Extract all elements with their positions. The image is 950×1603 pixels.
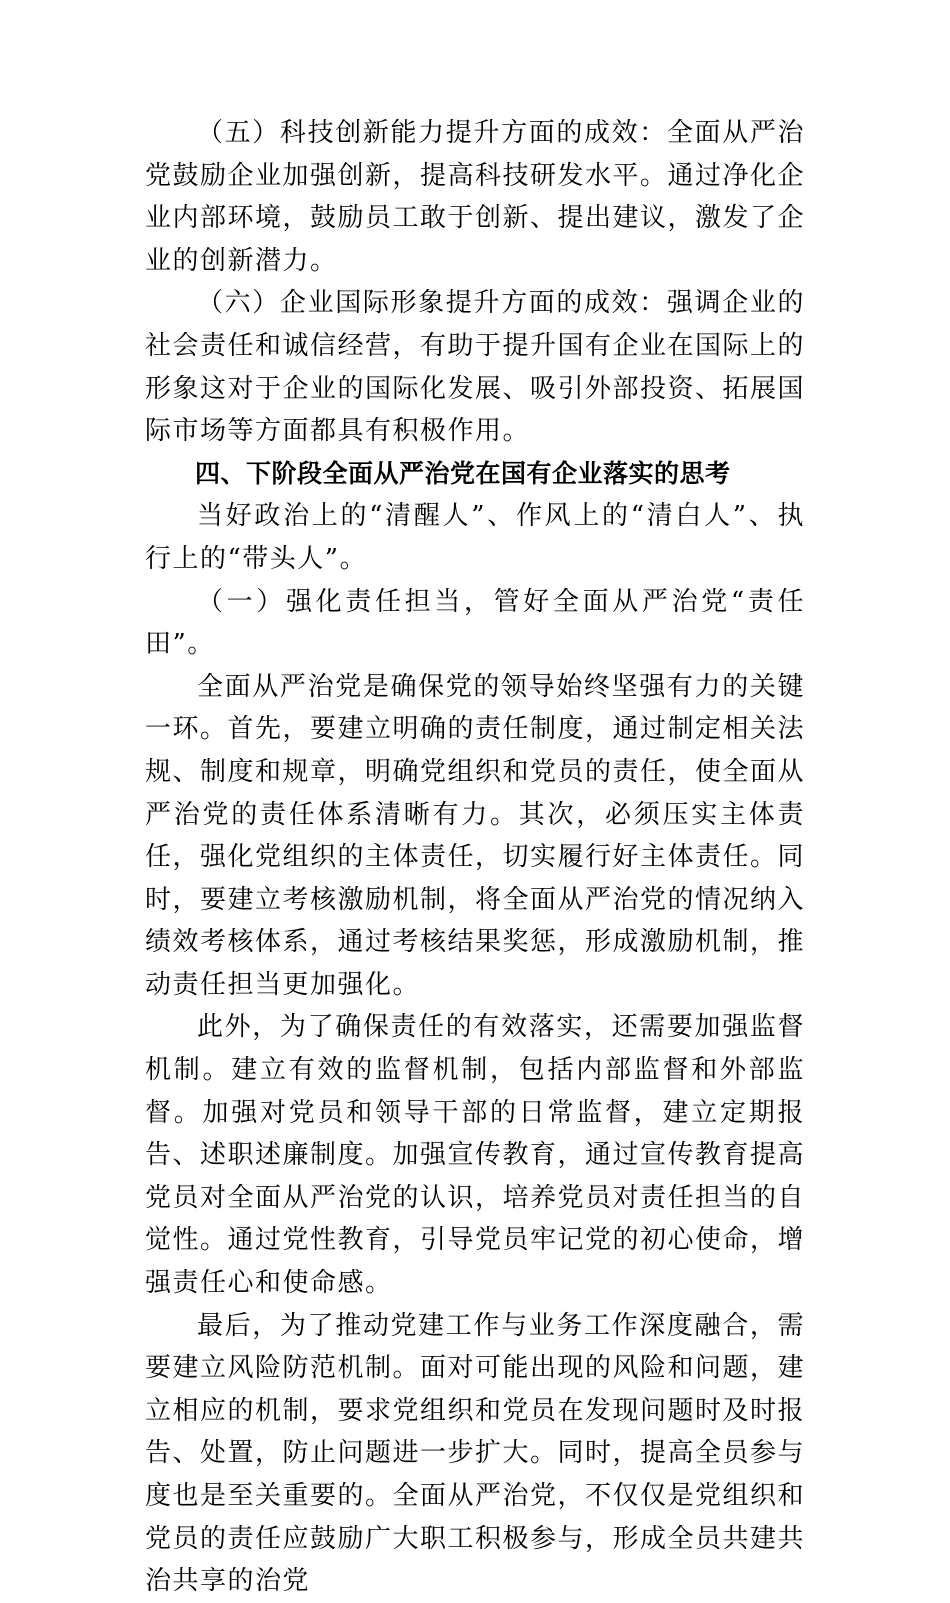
document-page	[145, 112, 805, 1603]
section-heading: 四、下阶段全面从严治党在国有企业落实的思考	[195, 458, 731, 488]
paragraph-tech-innovation: （五）科技创新能力提升方面的成效：全面从严治党鼓励企业加强创新，提高科技研发水平。通过净化企业内部环境，鼓励员工敢于创新、提出建议，激发了企业的创新潜力。	[145, 118, 806, 276]
subheading-responsibility: （一）强化责任担当，管好全面从严治党“责任田”。	[145, 586, 805, 660]
paragraph-supervision: 此外，为了确保责任的有效落实，还需要加强监督机制。建立有效的监督机制，包括内部监督和外部监督。加强对党员和领导干部的日常监督，建立定期报告、述职述廉制度。加强宣传教育，通过宣传教育提高党员对全面从严治党的认识，培养党员对责任担当的自觉性。通过党性教育，引导党员牢记党的初心使命，增强责任心和使命感。	[145, 1012, 806, 1299]
paragraph-international-image: （六）企业国际形象提升方面的成效：强调企业的社会责任和诚信经营，有助于提升国有企业在国际上的形象这对于企业的国际化发展、吸引外部投资、拓展国际市场等方面都具有积极作用。	[145, 288, 806, 447]
paragraph-intro: 当好政治上的“清醒人”、作风上的“清白人”、执行上的“带头人”。	[145, 501, 805, 574]
paragraph-responsibility-system: 全面从严治党是确保党的领导始终坚强有力的关键一环。首先，要建立明确的责任制度，通过制定相关法规、制度和规章，明确党组织和党员的责任，使全面从严治党的责任体系清晰有力。其次，必须压实主体责任，强化党组织的主体责任，切实履行好主体责任。同时，要建立考核激励机制，将全面从严治党的情况纳入绩效考核体系，通过考核结果奖惩，形成激励机制，推动责任担当更加强化。	[145, 671, 806, 1000]
paragraph-risk-prevention: 最后，为了推动党建工作与业务工作深度融合，需要建立风险防范机制。面对可能出现的风险和问题，建立相应的机制，要求党组织和党员在发现问题时及时报告、处置，防止问题进一步扩大。同时，提高全员参与度也是至关重要的。全面从严治党，不仅仅是党组织和党员的责任应鼓励广大职工积极参与，形成全员共建共治共享的治党	[145, 1310, 806, 1597]
